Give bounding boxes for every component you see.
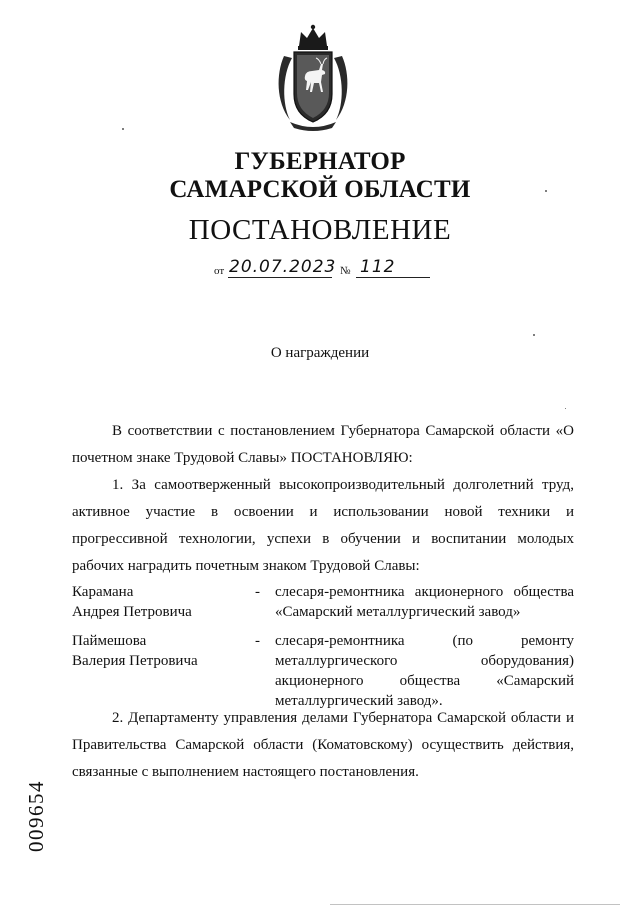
margin-serial-number: 009654 <box>24 780 48 852</box>
awardee-dash: - <box>255 633 260 649</box>
samara-coat-of-arms-icon <box>272 24 354 134</box>
scan-speck <box>565 408 566 409</box>
clause-1: 1. За самоотверженный высокопроизводительный долголетний труд, активное участие в освоении и использовании новой техники и прогрессивной технологии, успехи в обучении и воспитании молодых рабочих наградить почетным знаком Трудовой Славы: <box>72 477 574 574</box>
awardee-position: слесаря-ремонтника акционерного общества «Самарский металлургический завод» <box>275 584 574 620</box>
decree-number: 112 <box>360 257 396 277</box>
registration-line <box>214 257 434 280</box>
date-prefix: от <box>214 265 225 277</box>
awardee-position: слесаря-ремонтника (по ремонту металлургического оборудования) акционерного общества «Самарский металлургический завод». <box>275 633 574 709</box>
awardee-given-names: Валерия Петровича <box>72 653 198 669</box>
number-prefix: № <box>340 265 351 277</box>
scan-speck <box>122 128 124 130</box>
authority-title-line1: ГУБЕРНАТОР <box>234 148 406 175</box>
decree-date: 20.07.2023 <box>229 257 337 277</box>
number-underline <box>356 277 430 278</box>
authority-title-line2: САМАРСКОЙ ОБЛАСТИ <box>169 176 471 203</box>
scan-speck <box>533 334 535 336</box>
decree-subject: О награждении <box>270 345 370 361</box>
clause-2: 2. Департаменту управления делами Губернатора Самарской области и Правительства Самарской области (Коматовскому) осуществить действия, связанные с выполнением настоящего постановления. <box>72 710 574 780</box>
awardee-surname: Паймешова <box>72 633 147 649</box>
awardee-name <box>72 582 242 622</box>
awardee-dash: - <box>255 584 260 600</box>
preamble-paragraph: В соответствии с постановлением Губернатора Самарской области «О почетном знаке Трудовой Славы» ПОСТАНОВЛЯЮ: <box>72 423 574 466</box>
awardee-surname: Карамана <box>72 584 134 600</box>
awardee-name <box>72 631 242 671</box>
scan-edge-line <box>330 904 620 905</box>
scan-speck <box>545 190 547 192</box>
awardee-given-names: Андрея Петровича <box>72 604 192 620</box>
date-underline <box>228 277 332 278</box>
document-type: ПОСТАНОВЛЕНИЕ <box>188 214 452 246</box>
